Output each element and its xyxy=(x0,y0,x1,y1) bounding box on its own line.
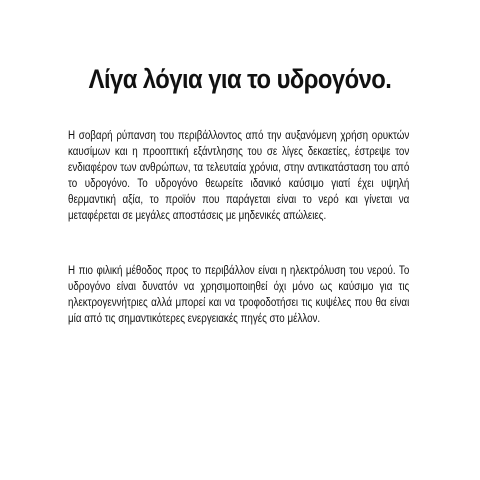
page-title: Λίγα λόγια για το υδρογόνο. xyxy=(88,64,392,94)
paragraph-electrolysis: Η πιο φιλική μέθοδος προς το περιβάλλον είναι η ηλεκτρόλυση του νερού. Το υδρογόνο είναι δυνατόν να χρησιμοποιηθεί όχι μόνο ως καύσιμο για τις ηλεκτρογεννήτριες αλλά μπορεί και να τροφοδοτήσει τις κυψέλες που θα είναι μία από τις σημαντικότερες ενεργειακές πηγές στο μέλλον. xyxy=(68,263,410,325)
paragraph-pollution: Η σοβαρή ρύπανση του περιβάλλοντος από την αυξανόμενη χρήση ορυκτών καυσίμων και η προοπτική εξάντλησης του σε λίγες δεκαετίες, έστρεψε τον ενδιαφέρον των ανθρώπων, τα τελευταία χρόνια, στην αντικατάσταση του από το υδρογόνο. Το υδρογόνο θεωρείτε ιδανικό καύσιμο γιατί έχει υψηλή θερμαντική αξία, το προϊόν που παράγεται είναι το νερό και γίνεται να μεταφέρεται σε μεγάλες αποστάσεις με μηδενικές απώλειες. xyxy=(68,128,410,222)
